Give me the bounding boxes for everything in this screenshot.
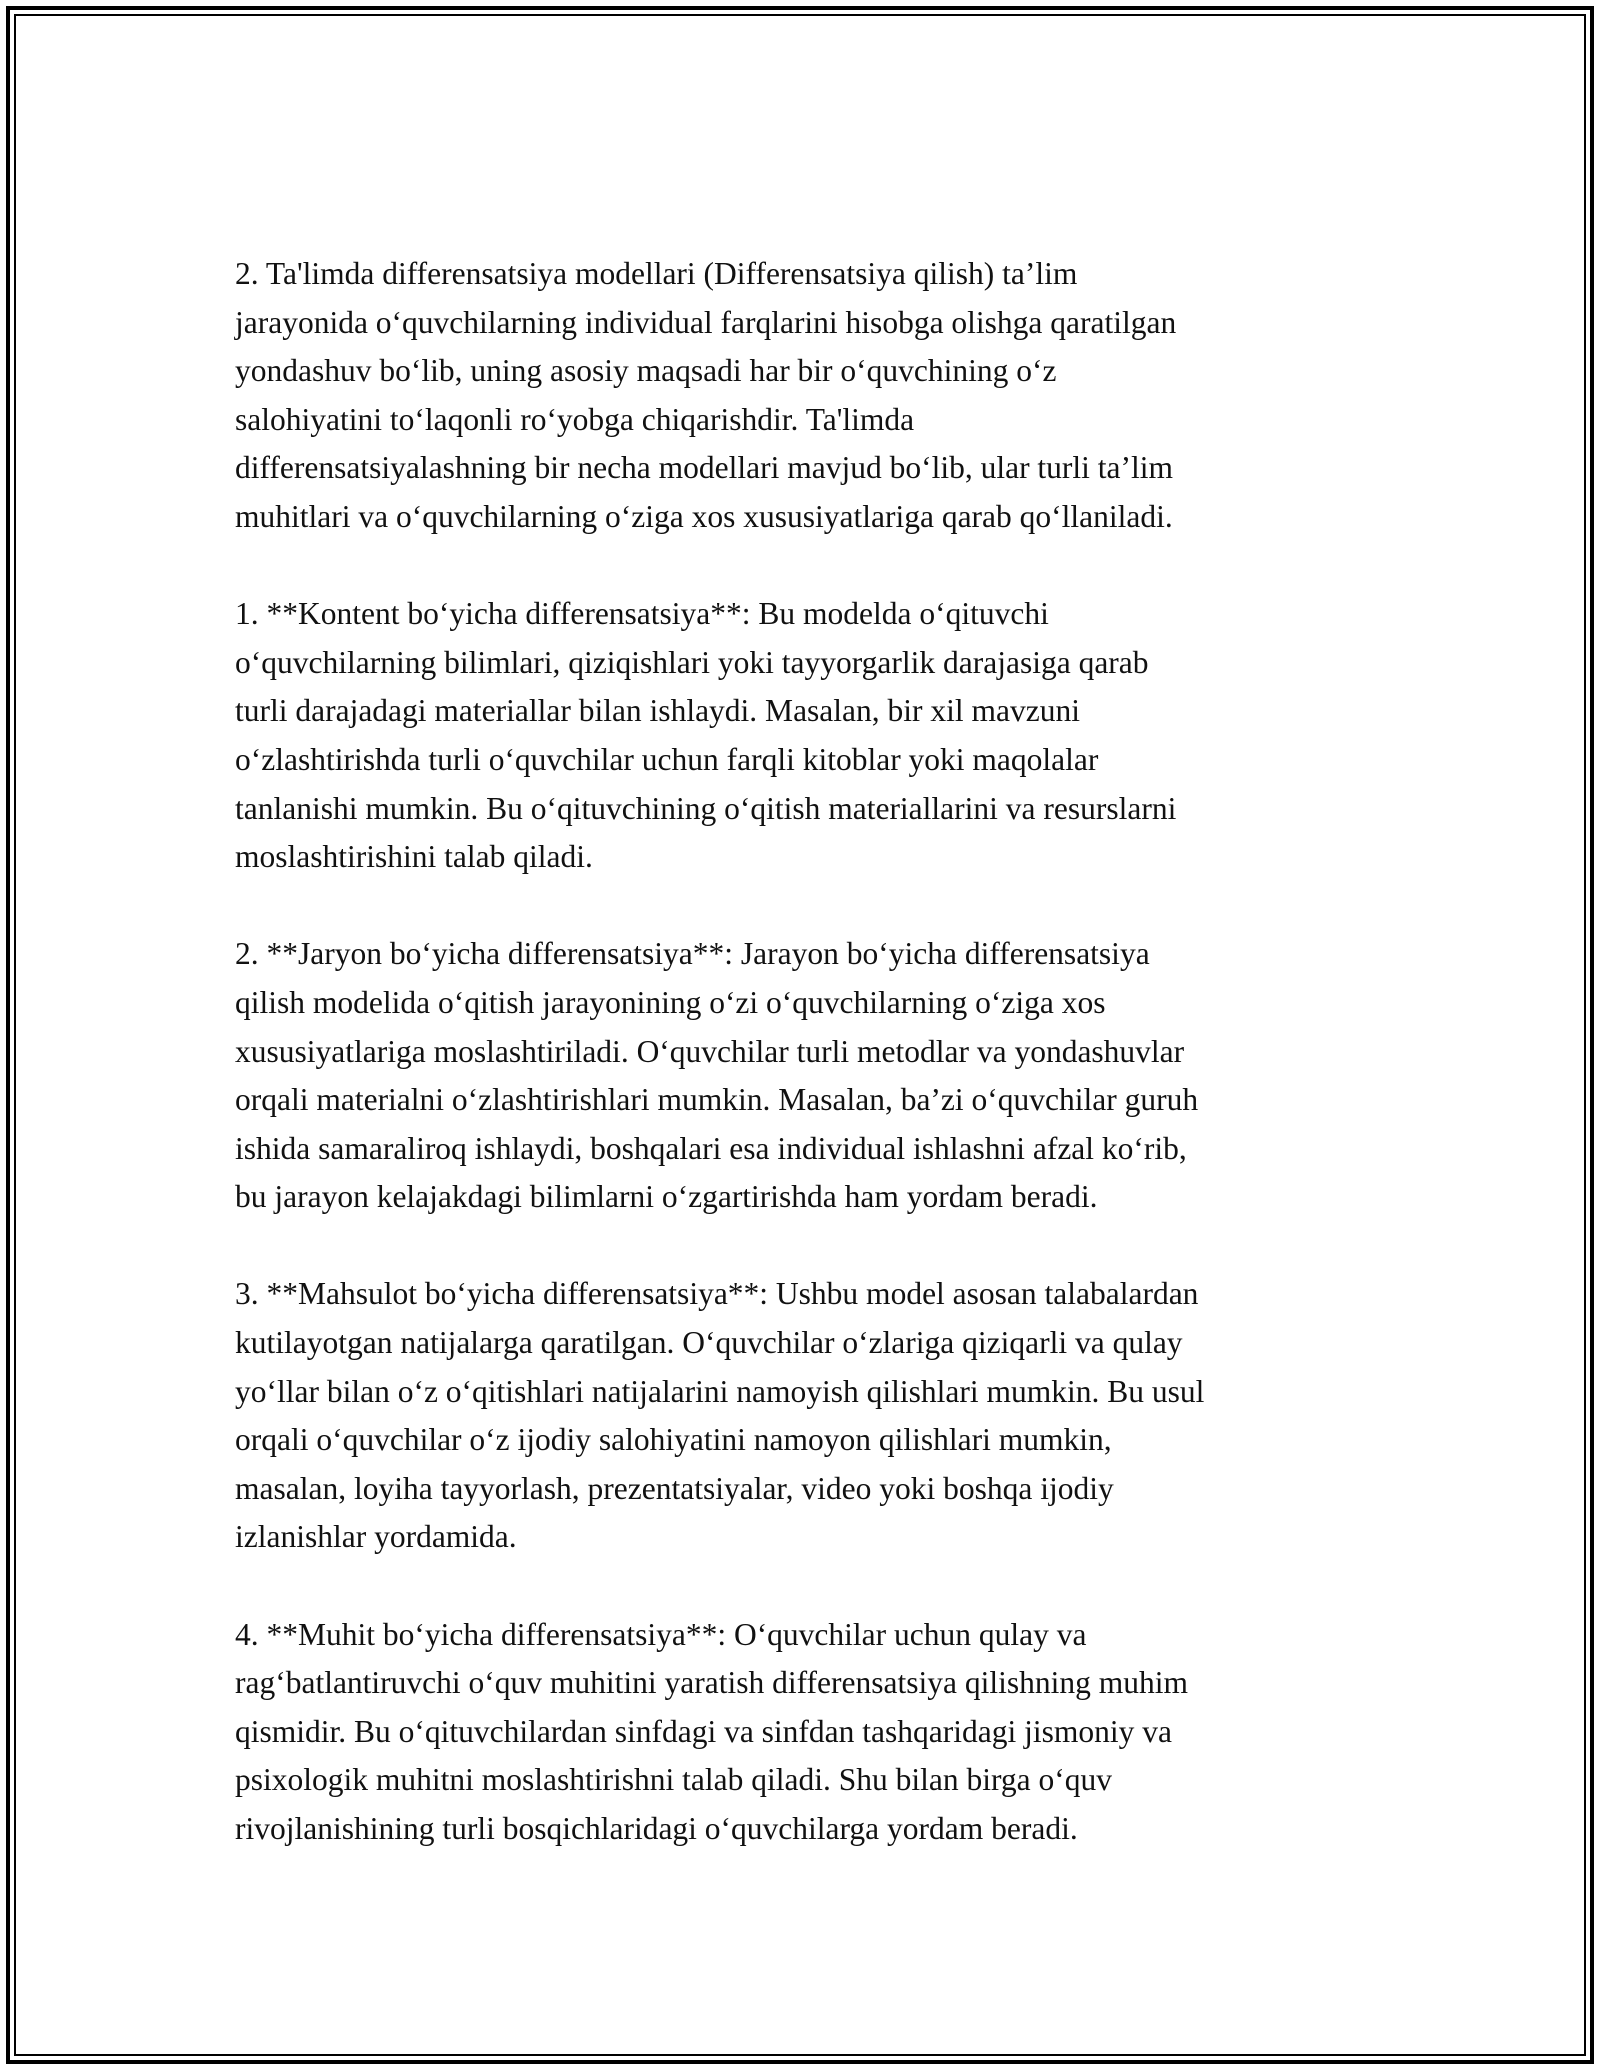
content-differentiation-paragraph: 1. **Kontent bo‘yicha differensatsiya**: Bu modelda o‘qituvchi o‘quvchilarning bilimlari, qiziqishlari yoki tayyorgarlik darajasiga qarab turli darajadagi materiallar bilan ishlaydi. Masalan, bir xil mavzuni o‘zlashtirishda turli o‘quvchilar uchun farqli kitoblar yoki maqolalar tanlanishi mumkin. Bu o‘qituvchining o‘qitish materiallarini va resurslarni moslashtirishini talab qiladi. (235, 596, 1177, 875)
intro-paragraph: 2. Ta'limda differensatsiya modellari (Differensatsiya qilish) ta’lim jarayonida o‘quvchilarning individual farqlarini hisobga olishga qaratilgan yondashuv bo‘lib, uning asosiy maqsadi har bir o‘quvchining o‘z salohiyatini to‘laqonli ro‘yobga chiqarishdir. Ta'limda differensatsiyalashning bir necha modellari mavjud bo‘lib, ular turli ta’lim muhitlari va o‘quvchilarning o‘ziga xos xususiyatlariga qarab qo‘llaniladi. (235, 256, 1177, 534)
document-body (235, 250, 1375, 1854)
product-differentiation-paragraph: 3. **Mahsulot bo‘yicha differensatsiya**: Ushbu model asosan talabalardan kutilayotgan natijalarga qaratilgan. O‘quvchilar o‘zlariga qiziqarli va qulay yo‘llar bilan o‘z o‘qitishlari natijalarini namoyish qilishlari mumkin. Bu usul orqali o‘quvchilar o‘z ijodiy salohiyatini namoyon qilishlari mumkin, masalan, loyiha tayyorlash, prezentatsiyalar, video yoki boshqa ijodiy izlanishlar yordamida. (235, 1276, 1205, 1555)
process-differentiation-paragraph: 2. **Jaryon bo‘yicha differensatsiya**: Jarayon bo‘yicha differensatsiya qilish modelida o‘qitish jarayonining o‘zi o‘quvchilarning o‘ziga xos xususiyatlariga moslashtiriladi. O‘quvchilar turli metodlar va yondashuvlar orqali materialni o‘zlashtirishlari mumkin. Masalan, ba’zi o‘quvchilar guruh ishida samaraliroq ishlaydi, boshqalari esa individual ishlashni afzal ko‘rib, bu jarayon kelajakdagi bilimlarni o‘zgartirishda ham yordam beradi. (235, 936, 1199, 1215)
environment-differentiation-paragraph: 4. **Muhit bo‘yicha differensatsiya**: O‘quvchilar uchun qulay va rag‘batlantiruvchi o‘quv muhitini yaratish differensatsiya qilishning muhim qismidir. Bu o‘qituvchilardan sinfdagi va sinfdan tashqaridagi jismoniy va psixologik muhitni moslashtirishni talab qiladi. Shu bilan birga o‘quv rivojlanishining turli bosqichlaridagi o‘quvchilarga yordam beradi. (235, 1616, 1188, 1846)
